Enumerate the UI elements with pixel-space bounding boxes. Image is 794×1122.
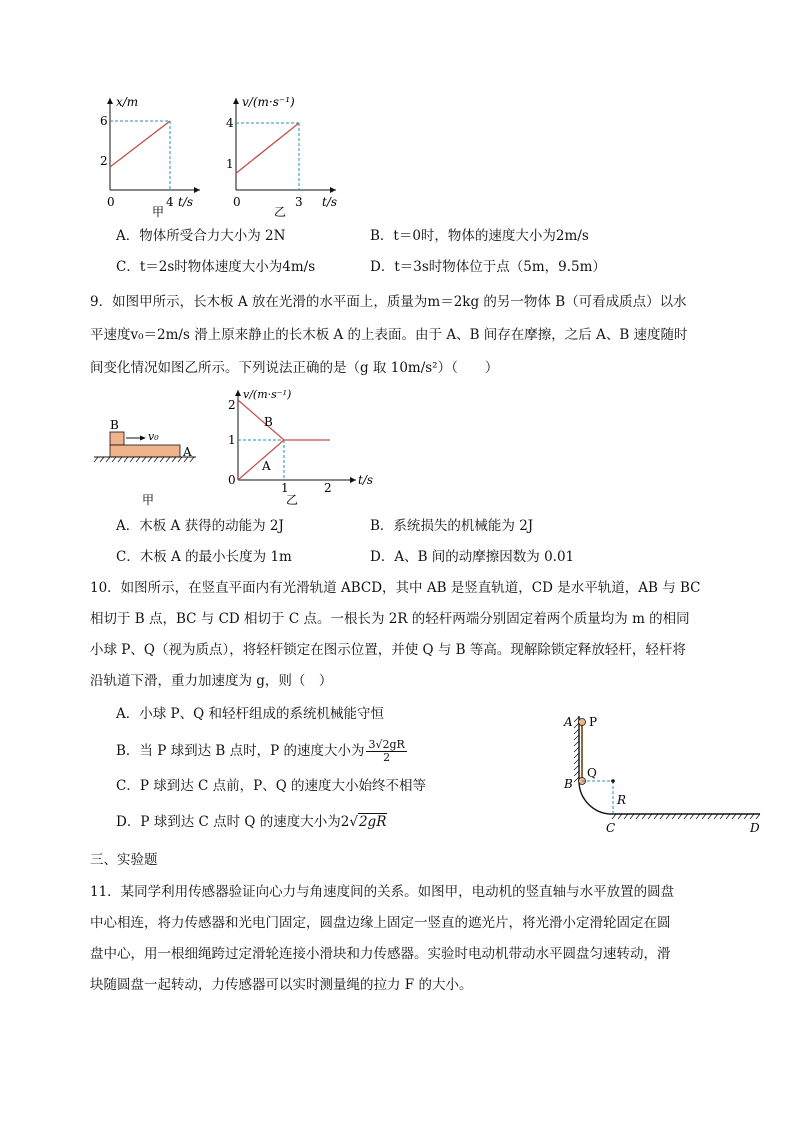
q8-option-b: B．t＝0时，物体的速度大小为2m/s (370, 228, 589, 244)
x-tick: 1 (281, 481, 289, 495)
x-axis-label: t/s (358, 473, 374, 487)
fraction-numerator: 3√2gR (368, 738, 405, 751)
graph-line (110, 121, 170, 167)
graph-caption: 乙 (274, 205, 287, 219)
x-axis-label: t/s (322, 195, 338, 209)
block-b (110, 432, 124, 445)
q10-option-d: D．P 球到达 C 点时 Q 的速度大小为2√2gR (116, 814, 387, 830)
ground-hatch (94, 457, 194, 462)
q8-option-c: C．t＝2s时物体速度大小为4m/s (116, 259, 316, 275)
x-tick: 0 (107, 195, 115, 209)
q9-figure-jia (92, 416, 202, 508)
q11-stem-line-1: 11．某同学利用传感器验证向心力与角速度间的关系。如图甲，电动机的竖直轴与水平放置的圆盘 (90, 884, 675, 900)
graph-line (236, 123, 299, 173)
q10-option-c: C．P 球到达 C 点前，P、Q 的速度大小始终不相等 (116, 778, 427, 794)
x-axis-label: t/s (178, 195, 194, 209)
q8-option-a: A．物体所受合力大小为 2N (116, 228, 286, 244)
floor-hatch (612, 814, 760, 819)
q8-option-d: D．t＝3s时物体位于点（5m，9.5m） (370, 259, 606, 275)
label-a: A (564, 715, 573, 729)
q10-option-a: A．小球 P、Q 和轻杆组成的系统机械能守恒 (116, 706, 384, 722)
q11-stem-line-3: 盘中心，用一根细绳跨过定滑轮连接小滑块和力传感器。实验时电动机带动水平圆盘匀速转动，滑 (90, 946, 671, 962)
ball-p (579, 719, 586, 726)
y-tick: 4 (226, 116, 234, 130)
label-p: P (589, 715, 598, 729)
label-v0: v₀ (148, 430, 159, 443)
label-a: A (262, 459, 271, 473)
line-b (238, 400, 330, 440)
y-tick: 6 (100, 114, 108, 128)
figure-caption: 甲 (142, 493, 155, 507)
label-a: A (183, 445, 192, 459)
track-bc (579, 781, 612, 814)
q9-stem-line-1: 9．如图甲所示，长木板 A 放在光滑的水平面上，质量为m＝2kg 的另一物体 B（可看成质点）以水 (90, 294, 687, 310)
x-tick: 0 (233, 195, 241, 209)
label-b: B (264, 415, 273, 429)
y-axis-label: v/(m·s⁻¹) (243, 388, 292, 401)
label-c: C (606, 821, 616, 835)
line-a (238, 440, 284, 480)
x-tick: 2 (324, 481, 332, 495)
y-tick: 0 (228, 473, 236, 487)
figure-caption: 乙 (286, 493, 299, 507)
center-point (611, 779, 615, 783)
q9-stem-line-2: 平速度v₀＝2m/s 滑上原来静止的长木板 A 的上表面。由于 A、B 间存在摩擦，之后 A、B 速度随时 (90, 327, 688, 343)
section-title: 三、实验题 (90, 852, 158, 868)
fraction-denominator: 2 (383, 751, 391, 764)
y-tick: 1 (226, 157, 234, 171)
label-r: R (617, 793, 627, 807)
y-tick: 2 (100, 154, 108, 168)
q11-stem-line-2: 中心相连，将力传感器和光电门固定，圆盘边缘上固定一竖直的遮光片，将光滑小定滑轮固定在圆 (90, 915, 671, 931)
label-b: B (110, 418, 119, 432)
coefficient: 2 (340, 814, 350, 830)
graph-caption: 甲 (152, 205, 165, 219)
fraction (366, 739, 406, 764)
y-axis-label: x/m (116, 95, 139, 109)
q11-stem-line-4: 块随圆盘一起转动，力传感器可以实时测量绳的拉力 F 的大小。 (90, 977, 473, 993)
q10-figure-track (560, 708, 770, 838)
y-tick: 2 (228, 398, 236, 412)
label-b: B (564, 777, 573, 791)
wall-hatch (574, 717, 579, 782)
graph-jia (88, 92, 208, 220)
label-q: Q (587, 766, 597, 780)
q9-option-c: C．木板 A 的最小长度为 1m (116, 549, 292, 565)
q10-stem-line-3: 小球 P、Q（视为质点），将轻杆锁定在图示位置，并使 Q 与 B 等高。现解除锁定释放轻杆，轻杆将 (90, 642, 686, 658)
q10-stem-line-4: 沿轨道下滑，重力加速度为 g，则（ ） (90, 673, 333, 689)
board-a (110, 445, 180, 457)
q10-stem-line-1: 10．如图所示，在竖直平面内有光滑轨道 ABCD，其中 AB 是竖直轨道，CD 是水平轨道，AB 与 BC (90, 580, 701, 596)
q10-option-b (116, 734, 407, 768)
option-d-text: D．P 球到达 C 点时 Q 的速度大小为 (116, 814, 341, 830)
q9-figure-yi (226, 384, 386, 508)
q10-stem-line-2: 相切于 B 点，BC 与 CD 相切于 C 点。一根长为 2R 的轻杆两端分别固定着两个质量均为 m 的相同 (90, 611, 690, 627)
q9-option-d: D．A、B 间的动摩擦因数为 0.01 (370, 549, 575, 565)
x-tick: 3 (295, 195, 303, 209)
graph-yi (214, 92, 344, 220)
x-tick: 4 (166, 195, 174, 209)
q9-stem-line-3: 间变化情况如图乙所示。下列说法正确的是（g 取 10m/s²）（ ） (90, 360, 499, 376)
y-tick: 1 (228, 433, 236, 447)
y-axis-label: v/(m·s⁻¹) (242, 95, 295, 109)
q9-option-a: A．木板 A 获得的动能为 2J (116, 518, 284, 534)
option-b-text: B．当 P 球到达 B 点时，P 的速度大小为 (116, 743, 365, 759)
label-d: D (750, 821, 760, 835)
radicand: 2gR (358, 814, 387, 830)
q9-option-b: B．系统损失的机械能为 2J (370, 518, 534, 534)
